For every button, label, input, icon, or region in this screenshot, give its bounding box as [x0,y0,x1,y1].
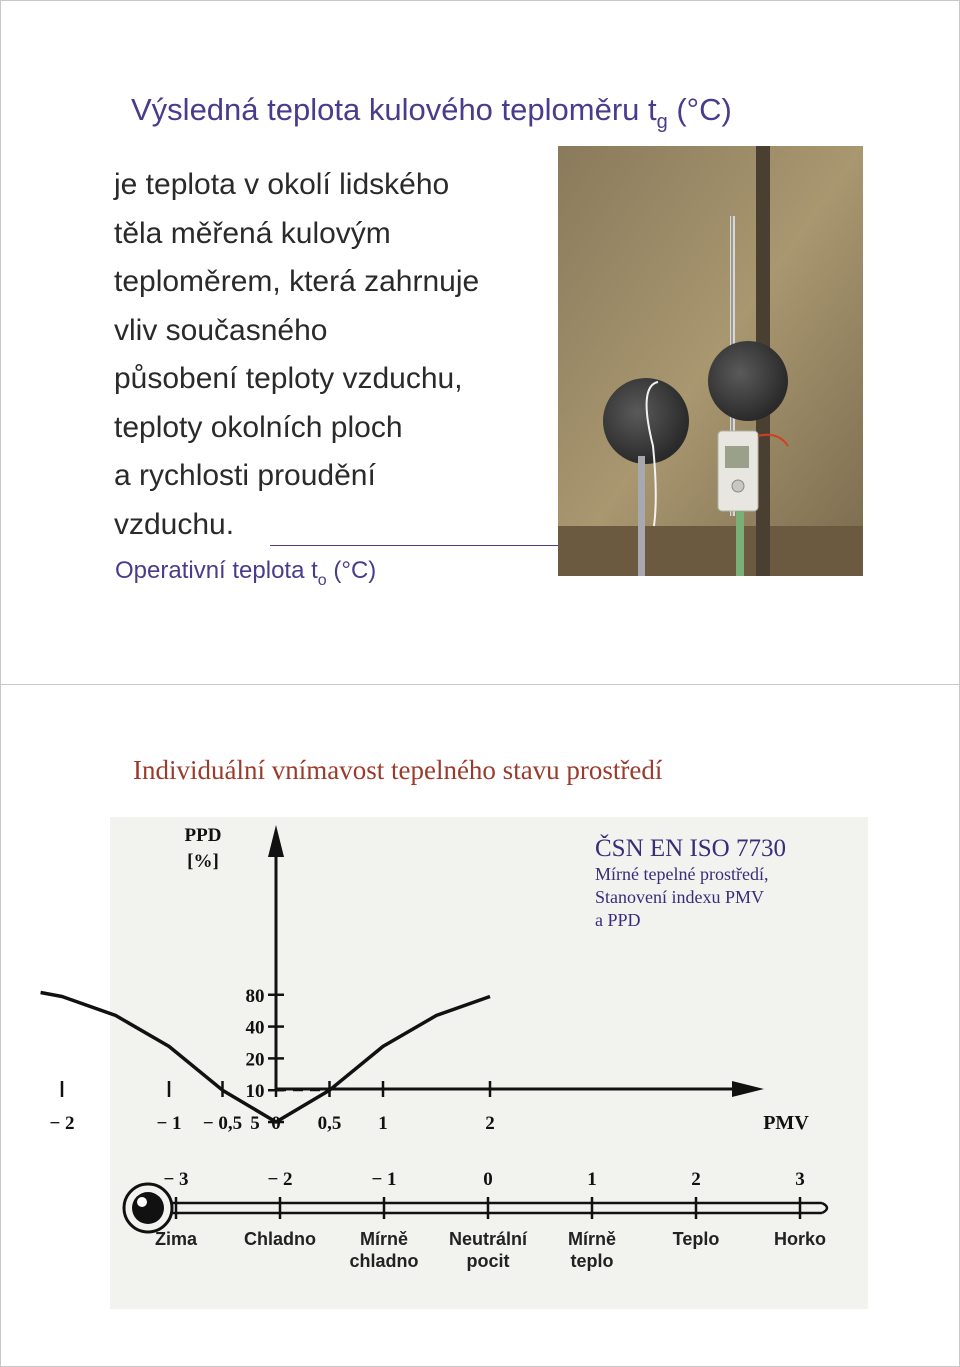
scale-tick-label: 3 [795,1169,805,1190]
thermometer-bulb-fill [132,1192,164,1224]
thermal-sensation-label: Neutrální [448,1229,528,1249]
x-tick-label: − 0,5 [202,1113,243,1134]
thermal-sensation-label: Teplo [672,1229,720,1249]
thermal-sensation-label: Chladno [244,1229,316,1249]
x-tick-label: 0 [271,1113,281,1134]
x-axis-label: PMV [763,1112,809,1134]
standard-note-line: a PPD [595,910,641,930]
thermal-sensation-label: pocit [466,1251,510,1271]
y-axis-unit: [%] [187,851,219,872]
definition-line: teploty okolních ploch [114,410,403,444]
x-tick-label: − 2 [49,1113,75,1134]
definition-line: těla měřená kulovým [114,216,391,250]
y-tick-label: 20 [245,1049,265,1071]
thermal-sensation-label: Mírně [359,1229,409,1249]
y-tick-label: 10 [245,1081,265,1103]
definition-line: je teplota v okolí lidského [114,168,450,201]
x-tick-label: 1 [378,1113,388,1134]
y-axis-label: PPD [184,825,222,846]
definition-line: působení teploty vzduchu, [114,362,463,395]
scale-tick-label: 2 [691,1169,701,1190]
y-tick-label: 80 [245,985,265,1007]
thermometer-tube-end [822,1203,827,1213]
scale-tick-label: − 1 [371,1169,397,1190]
operative-temperature-heading: Operativní teplota $t_o$ (°C) [115,557,377,589]
thermal-sensation-label: Mírně [567,1229,617,1249]
y-tick-label: 40 [245,1017,265,1039]
globe-thermometer-photo [558,146,863,576]
standard-code: ČSN EN ISO 7730 [595,835,786,862]
definition-line: vzduchu. [114,507,235,541]
definition-line: teploměrem, která zahrnuje [114,265,480,298]
standard-reference [595,835,786,932]
globe-left [708,341,788,421]
x-tick-label: 0,5 [317,1113,342,1134]
divider-line [270,545,562,546]
globe-right [603,378,689,464]
standard-note-line: Stanovení indexu PMV [595,887,764,907]
definition-line: vliv současného [114,313,328,347]
thermal-sensation-label: chladno [349,1251,419,1271]
thermal-sensation-label: teplo [570,1251,614,1271]
scale-tick-label: − 2 [267,1169,293,1190]
scale-tick-label: 0 [483,1169,493,1190]
x-axis-arrow [732,1081,764,1097]
x-tick-label: − 1 [156,1113,182,1134]
scale-tick-label: 1 [587,1169,597,1190]
y-axis-arrow [268,825,284,857]
thermal-sensation-label: Horko [773,1229,827,1249]
slide2-title: Individuální vnímavost tepelného stavu prostředí [133,755,663,785]
x-tick-label: 2 [485,1113,495,1134]
standard-note-line: Mírné tepelné prostředí, [595,864,769,884]
y-tick-label: 5 [250,1113,260,1135]
slide1-title: Výsledná teplota kulového teploměru $t_g$ (°C) [131,92,732,133]
scale-tick-label: − 3 [163,1169,189,1190]
definition-text [114,161,574,549]
thermometer-bulb-highlight [137,1197,147,1207]
thermal-sensation-label: Zima [154,1229,198,1249]
definition-line: a rychlosti proudění [114,459,376,492]
